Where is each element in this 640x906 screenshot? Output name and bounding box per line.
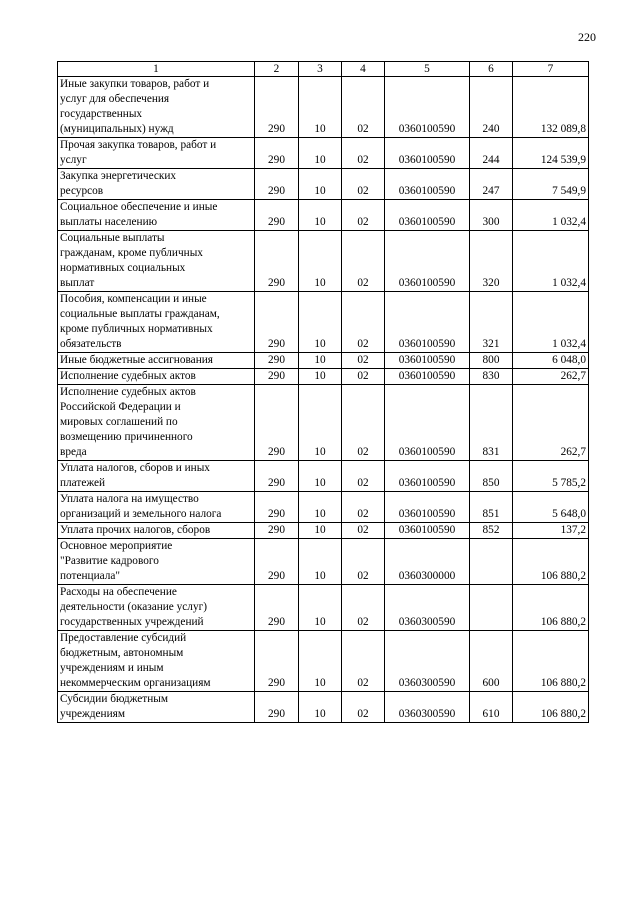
item-name-cell <box>58 353 255 369</box>
item-name-line: Пособия, компенсации и иные <box>60 293 207 305</box>
article-code-cell: 02 <box>342 231 385 292</box>
column-header: 6 <box>470 62 513 77</box>
section-code-cell: 290 <box>255 692 299 723</box>
target-article-cell: 0360300590 <box>385 585 470 631</box>
amount-cell: 7 549,9 <box>513 169 589 200</box>
table-header-row <box>58 62 589 77</box>
target-article-cell: 0360100590 <box>385 138 470 169</box>
article-code-cell: 02 <box>342 353 385 369</box>
item-name-cell <box>58 461 255 492</box>
item-name-line: "Развитие кадрового <box>60 555 159 567</box>
item-name-line: Закупка энергетических <box>60 170 177 182</box>
target-article-cell: 0360100590 <box>385 292 470 353</box>
article-code-cell: 02 <box>342 169 385 200</box>
item-name-line: потенциала" <box>60 570 121 582</box>
expense-type-cell: 850 <box>470 461 513 492</box>
table-row <box>58 369 589 385</box>
amount-cell: 106 880,2 <box>513 585 589 631</box>
item-name-line: Российской Федерации и <box>60 401 181 413</box>
item-name-cell <box>58 523 255 539</box>
section-code-cell: 290 <box>255 385 299 461</box>
table-row <box>58 461 589 492</box>
target-article-cell: 0360100590 <box>385 385 470 461</box>
amount-cell: 6 048,0 <box>513 353 589 369</box>
item-name-line: обязательств <box>60 338 122 350</box>
table-row <box>58 292 589 353</box>
item-name-cell <box>58 77 255 138</box>
section-code-cell: 290 <box>255 292 299 353</box>
section-code-cell: 290 <box>255 353 299 369</box>
section-code-cell: 290 <box>255 539 299 585</box>
item-name-line: учреждениям и иным <box>60 662 164 674</box>
expense-type-cell: 830 <box>470 369 513 385</box>
amount-cell: 124 539,9 <box>513 138 589 169</box>
item-name-line: бюджетным, автономным <box>60 647 184 659</box>
item-name-line: (муниципальных) нужд <box>60 123 174 135</box>
item-name-line: Иные закупки товаров, работ и <box>60 78 210 90</box>
subsection-code-cell: 10 <box>299 200 342 231</box>
table-row <box>58 523 589 539</box>
expense-type-cell <box>470 539 513 585</box>
item-name-line: ресурсов <box>60 185 104 197</box>
table-row <box>58 200 589 231</box>
table-row <box>58 539 589 585</box>
expense-type-cell: 600 <box>470 631 513 692</box>
column-header: 2 <box>255 62 299 77</box>
item-name-cell <box>58 292 255 353</box>
section-code-cell: 290 <box>255 461 299 492</box>
item-name-line: организаций и земельного налога <box>60 508 222 520</box>
expense-type-cell: 320 <box>470 231 513 292</box>
item-name-line: вреда <box>60 446 87 458</box>
subsection-code-cell: 10 <box>299 631 342 692</box>
table-row <box>58 492 589 523</box>
target-article-cell: 0360100590 <box>385 169 470 200</box>
table-row <box>58 692 589 723</box>
amount-cell: 262,7 <box>513 385 589 461</box>
item-name-line: нормативных социальных <box>60 262 186 274</box>
item-name-line: Уплата налогов, сборов и иных <box>60 462 210 474</box>
amount-cell: 1 032,4 <box>513 292 589 353</box>
amount-cell: 1 032,4 <box>513 231 589 292</box>
item-name-cell <box>58 169 255 200</box>
item-name-line: гражданам, кроме публичных <box>60 247 203 259</box>
table-row <box>58 631 589 692</box>
amount-cell: 5 785,2 <box>513 461 589 492</box>
item-name-line: Исполнение судебных актов <box>60 370 196 382</box>
subsection-code-cell: 10 <box>299 585 342 631</box>
section-code-cell: 290 <box>255 369 299 385</box>
article-code-cell: 02 <box>342 585 385 631</box>
expense-type-cell: 244 <box>470 138 513 169</box>
target-article-cell: 0360100590 <box>385 200 470 231</box>
amount-cell: 106 880,2 <box>513 692 589 723</box>
section-code-cell: 290 <box>255 631 299 692</box>
column-header: 1 <box>58 62 255 77</box>
amount-cell: 106 880,2 <box>513 631 589 692</box>
subsection-code-cell: 10 <box>299 77 342 138</box>
article-code-cell: 02 <box>342 138 385 169</box>
target-article-cell: 0360300590 <box>385 692 470 723</box>
page-number: 220 <box>578 30 596 44</box>
item-name-cell <box>58 138 255 169</box>
subsection-code-cell: 10 <box>299 369 342 385</box>
item-name-line: социальные выплаты гражданам, <box>60 308 220 320</box>
column-header: 3 <box>299 62 342 77</box>
item-name-line: возмещению причиненного <box>60 431 193 443</box>
section-code-cell: 290 <box>255 169 299 200</box>
item-name-cell <box>58 585 255 631</box>
item-name-cell <box>58 200 255 231</box>
item-name-line: кроме публичных нормативных <box>60 323 213 335</box>
section-code-cell: 290 <box>255 77 299 138</box>
item-name-cell <box>58 385 255 461</box>
subsection-code-cell: 10 <box>299 292 342 353</box>
article-code-cell: 02 <box>342 385 385 461</box>
article-code-cell: 02 <box>342 461 385 492</box>
item-name-line: Основное мероприятие <box>60 540 173 552</box>
article-code-cell: 02 <box>342 77 385 138</box>
target-article-cell: 0360100590 <box>385 77 470 138</box>
table-row <box>58 138 589 169</box>
target-article-cell: 0360100590 <box>385 369 470 385</box>
table-row <box>58 385 589 461</box>
expense-type-cell <box>470 585 513 631</box>
subsection-code-cell: 10 <box>299 461 342 492</box>
expense-type-cell: 240 <box>470 77 513 138</box>
article-code-cell: 02 <box>342 523 385 539</box>
subsection-code-cell: 10 <box>299 539 342 585</box>
table-row <box>58 231 589 292</box>
article-code-cell: 02 <box>342 200 385 231</box>
target-article-cell: 0360300000 <box>385 539 470 585</box>
item-name-line: выплаты населению <box>60 216 158 228</box>
article-code-cell: 02 <box>342 492 385 523</box>
item-name-line: Субсидии бюджетным <box>60 693 168 705</box>
item-name-cell <box>58 539 255 585</box>
subsection-code-cell: 10 <box>299 138 342 169</box>
article-code-cell: 02 <box>342 631 385 692</box>
item-name-line: выплат <box>60 277 95 289</box>
section-code-cell: 290 <box>255 200 299 231</box>
target-article-cell: 0360100590 <box>385 231 470 292</box>
subsection-code-cell: 10 <box>299 692 342 723</box>
item-name-line: услуг для обеспечения <box>60 93 170 105</box>
expense-type-cell: 321 <box>470 292 513 353</box>
subsection-code-cell: 10 <box>299 523 342 539</box>
table-row <box>58 585 589 631</box>
amount-cell: 1 032,4 <box>513 200 589 231</box>
item-name-cell <box>58 631 255 692</box>
article-code-cell: 02 <box>342 539 385 585</box>
article-code-cell: 02 <box>342 692 385 723</box>
section-code-cell: 290 <box>255 492 299 523</box>
item-name-line: мировых соглашений по <box>60 416 178 428</box>
expense-type-cell: 851 <box>470 492 513 523</box>
expense-type-cell: 300 <box>470 200 513 231</box>
item-name-line: Исполнение судебных актов <box>60 386 196 398</box>
subsection-code-cell: 10 <box>299 385 342 461</box>
amount-cell: 5 648,0 <box>513 492 589 523</box>
table-row <box>58 169 589 200</box>
item-name-line: услуг <box>60 154 87 166</box>
target-article-cell: 0360300590 <box>385 631 470 692</box>
item-name-line: Иные бюджетные ассигнования <box>60 354 213 366</box>
column-header: 5 <box>385 62 470 77</box>
subsection-code-cell: 10 <box>299 169 342 200</box>
subsection-code-cell: 10 <box>299 231 342 292</box>
subsection-code-cell: 10 <box>299 353 342 369</box>
table-row <box>58 353 589 369</box>
article-code-cell: 02 <box>342 369 385 385</box>
item-name-cell <box>58 492 255 523</box>
amount-cell: 106 880,2 <box>513 539 589 585</box>
item-name-line: Расходы на обеспечение <box>60 586 177 598</box>
section-code-cell: 290 <box>255 231 299 292</box>
amount-cell: 137,2 <box>513 523 589 539</box>
item-name-line: Уплата налога на имущество <box>60 493 199 505</box>
subsection-code-cell: 10 <box>299 492 342 523</box>
item-name-line: государственных учреждений <box>60 616 204 628</box>
item-name-cell <box>58 369 255 385</box>
expense-type-cell: 247 <box>470 169 513 200</box>
target-article-cell: 0360100590 <box>385 523 470 539</box>
target-article-cell: 0360100590 <box>385 492 470 523</box>
item-name-line: учреждениям <box>60 708 125 720</box>
budget-table <box>57 61 589 723</box>
column-header: 7 <box>513 62 589 77</box>
section-code-cell: 290 <box>255 585 299 631</box>
column-header: 4 <box>342 62 385 77</box>
target-article-cell: 0360100590 <box>385 461 470 492</box>
expense-type-cell: 831 <box>470 385 513 461</box>
item-name-line: государственных <box>60 108 143 120</box>
expense-type-cell: 800 <box>470 353 513 369</box>
item-name-line: Предоставление субсидий <box>60 632 187 644</box>
target-article-cell: 0360100590 <box>385 353 470 369</box>
item-name-line: Социальное обеспечение и иные <box>60 201 218 213</box>
table-body <box>58 77 589 723</box>
section-code-cell: 290 <box>255 523 299 539</box>
expense-type-cell: 852 <box>470 523 513 539</box>
item-name-cell <box>58 231 255 292</box>
expense-type-cell: 610 <box>470 692 513 723</box>
item-name-line: Уплата прочих налогов, сборов <box>60 524 211 536</box>
amount-cell: 262,7 <box>513 369 589 385</box>
article-code-cell: 02 <box>342 292 385 353</box>
item-name-line: некоммерческим организациям <box>60 677 211 689</box>
table-row <box>58 77 589 138</box>
item-name-cell <box>58 692 255 723</box>
section-code-cell: 290 <box>255 138 299 169</box>
item-name-line: Социальные выплаты <box>60 232 165 244</box>
item-name-line: Прочая закупка товаров, работ и <box>60 139 217 151</box>
item-name-line: деятельности (оказание услуг) <box>60 601 207 613</box>
item-name-line: платежей <box>60 477 106 489</box>
amount-cell: 132 089,8 <box>513 77 589 138</box>
